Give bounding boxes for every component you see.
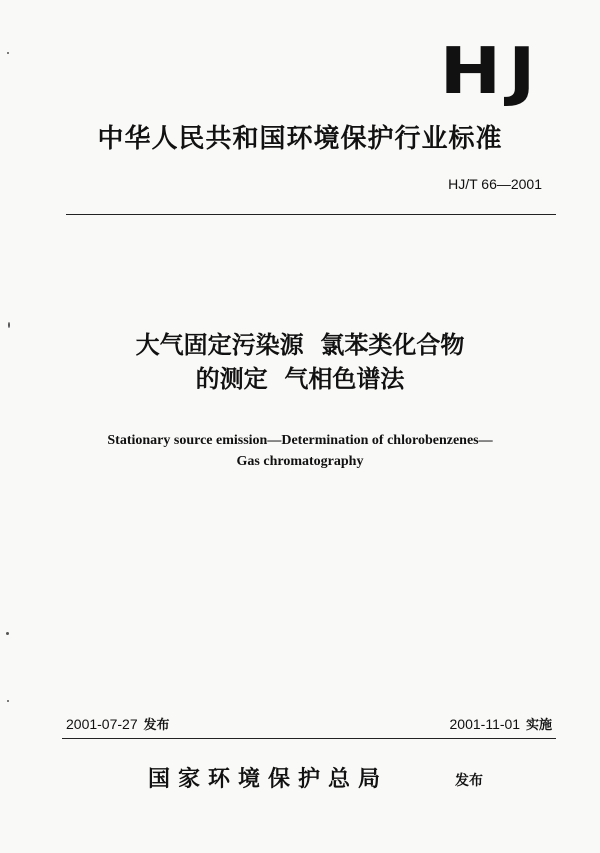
chinese-title-line-2: 的测定 气相色谱法 — [195, 365, 405, 393]
hj-logo: HJ — [439, 35, 542, 109]
issuing-authority-label: 发布 — [455, 773, 483, 789]
effective-date-label: 实施 — [525, 718, 552, 733]
footer-divider — [62, 738, 556, 739]
english-title — [0, 430, 600, 472]
header-divider — [66, 214, 556, 215]
standard-category-title: 中华人民共和国环境保护行业标准 — [97, 124, 503, 154]
scan-speck — [6, 632, 9, 635]
english-title-line-2: Gas chromatography — [236, 454, 364, 469]
scan-speck — [7, 52, 9, 54]
effective-date-value: 2001-11-01 — [449, 716, 521, 732]
standard-code: HJ/T 66—2001 — [448, 176, 542, 192]
chinese-title — [0, 328, 600, 396]
chinese-title-line-1: 大气固定污染源 氯苯类化合物 — [135, 331, 465, 359]
effective-date — [450, 714, 552, 733]
issue-date-value: 2001-07-27 — [66, 716, 138, 732]
scan-speck — [7, 700, 9, 702]
issuing-authority: 国家环境保护总局 — [148, 767, 389, 792]
scan-speck — [8, 322, 10, 328]
issue-date — [66, 714, 170, 733]
english-title-line-1: Stationary source emission—Determination of chlorobenzenes— — [107, 433, 493, 448]
issue-date-label: 发布 — [143, 718, 170, 733]
